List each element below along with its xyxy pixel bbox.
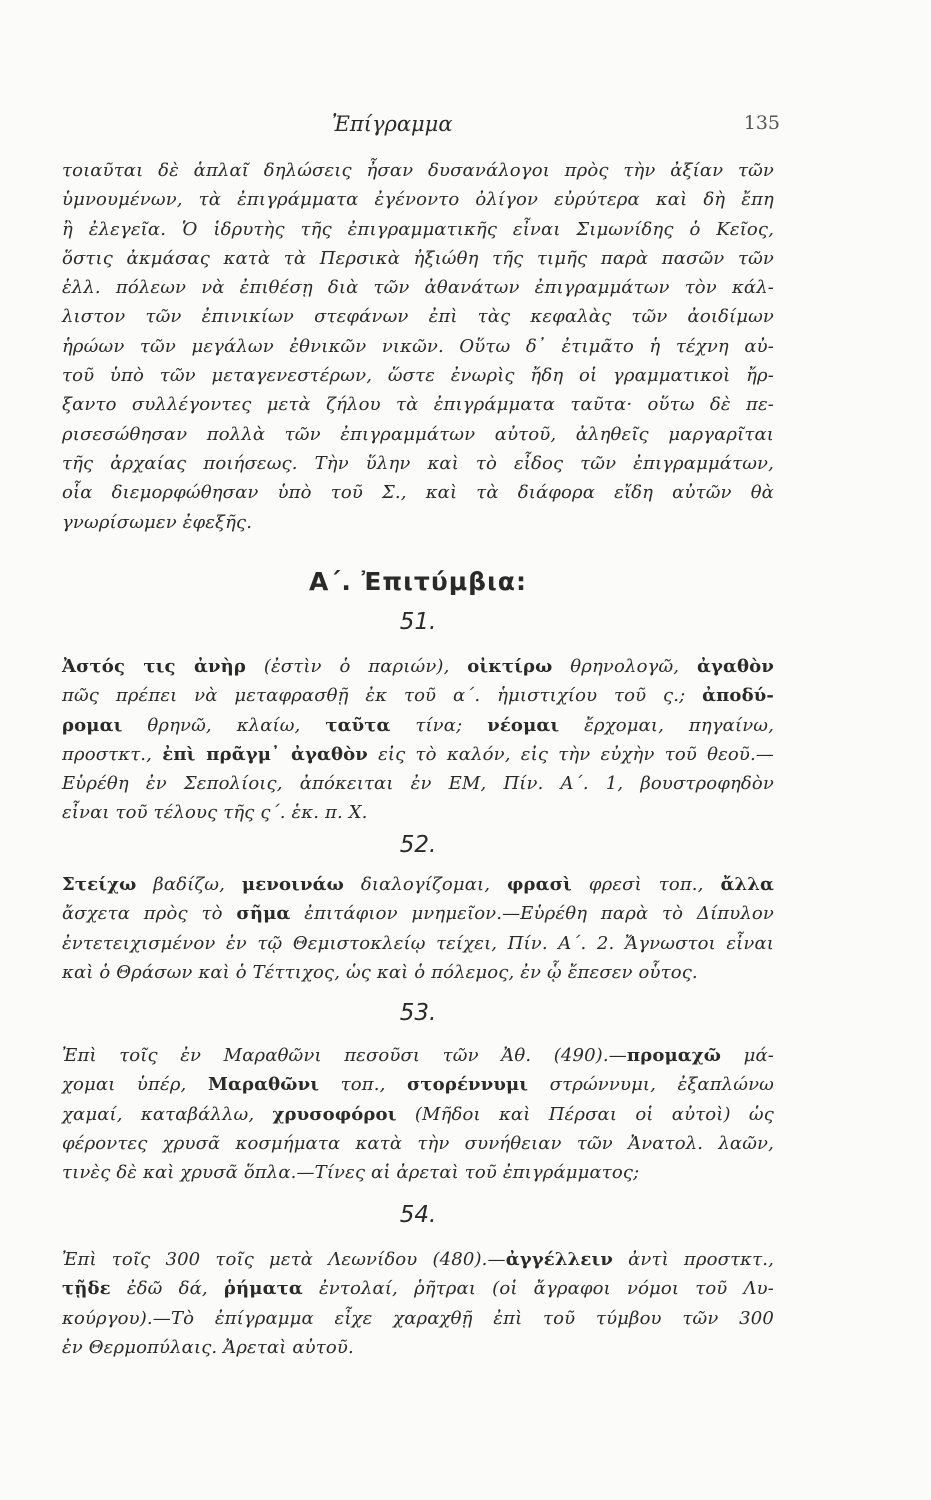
lemma-term: ἐπὶ πρᾶγμ᾿ ἀγαθὸν	[162, 743, 368, 765]
text-line	[62, 870, 774, 899]
lemma-term: ἄλλα	[720, 874, 775, 895]
lemma-term: ῥήματα	[223, 1278, 303, 1300]
page-number: 135	[743, 112, 780, 134]
gloss-text: ἐντολαί, ῥῆτραι (οἱ ἄγραφοι νόμοι τοῦ Λυ-	[302, 1278, 774, 1300]
text-line	[62, 681, 774, 710]
gloss-text: ἐν Θερμοπύλαις. Ἀρεταὶ αὐτοῦ.	[62, 1336, 354, 1358]
text-line	[62, 1274, 774, 1303]
lemma-term: ἀγγέλλειν	[505, 1249, 613, 1270]
text-line: τῆς ἀρχαίας ποιήσεως. Τὴν ὕλην καὶ τὸ εἶδος τῶν ἐπιγραμμάτων,	[62, 452, 774, 474]
gloss-text: (Μῆδοι καὶ Πέρσαι οἱ αὐτοὶ) ὡς	[396, 1103, 774, 1125]
text-line	[62, 1041, 774, 1070]
text-line: ρισεσώθησαν πολλὰ τῶν ἐπιγραμμάτων αὐτοῦ, ἀληθεῖς μαργαρῖται	[62, 423, 774, 445]
lemma-term: στορέννυμι	[407, 1074, 529, 1096]
gloss-text: ἐντετειχισμένον ἐν τῷ Θεμιστοκλείῳ τείχει, Πίν. Α΄. 2. Ἄγνωστοι εἶναι	[62, 932, 774, 954]
epigram-number-51: 51.	[399, 609, 437, 635]
lemma-term: Στείχω	[62, 874, 137, 895]
gloss-text: χομαι ὑπέρ,	[62, 1074, 208, 1096]
text-line: ἢ ἐλεγεῖα. Ὁ ἱδρυτὴς τῆς ἐπιγραμματικῆς εἶναι Σιμωνίδης ὁ Κεῖος,	[62, 218, 774, 240]
gloss-text: ἄσχετα πρὸς τὸ	[62, 903, 237, 925]
intro-paragraph	[62, 156, 774, 537]
running-head	[62, 112, 780, 142]
gloss-text: καὶ ὁ Θράσων καὶ ὁ Τέττιχος, ὡς καὶ ὁ πόλεμος, ἐν ᾧ ἔπεσεν οὗτος.	[62, 961, 698, 983]
text-line: τοιαῦται δὲ ἁπλαῖ δηλώσεις ἦσαν δυσανάλογοι πρὸς τὴν ἀξίαν τῶν	[62, 160, 774, 181]
gloss-text: Εὑρέθη ἐν Σεπολίοις, ἀπόκειται ἐν ΕΜ, Πίν. Α΄. 1, βουστροφηδὸν	[62, 773, 774, 795]
text-line: ὅστις ἀκμάσας κατὰ τὰ Περσικὰ ἠξιώθη τῆς τιμῆς παρὰ πασῶν τῶν	[62, 247, 774, 269]
gloss-text: θρηνολογῶ,	[552, 656, 697, 677]
gloss-text: θρηνῶ, κλαίω,	[122, 714, 326, 736]
gloss-text: ἀντὶ προστκτ.,	[612, 1249, 774, 1270]
gloss-text: διαλογίζομαι,	[343, 874, 508, 895]
gloss-text: ἔρχομαι, πηγαίνω,	[559, 714, 774, 736]
lemma-term: ταῦτα	[325, 714, 391, 736]
text-line: ὑμνουμένων, τὰ ἐπιγράμματα ἐγένοντο ὀλίγον εὐρύτερα καὶ δὴ ἔπη	[62, 189, 774, 211]
lemma-term: φρασὶ	[507, 874, 572, 895]
lemma-term: χρυσοφόροι	[272, 1103, 397, 1125]
text-line: ἡρώων τῶν μεγάλων ἐθνικῶν νικῶν. Οὕτω δ᾿ ἐτιμᾶτο ἡ τέχνη αὐ-	[62, 335, 774, 357]
gloss-text: Ἐπὶ τοῖς ἐν Μαραθῶνι πεσοῦσι τῶν Ἀθ. (490).—	[62, 1045, 627, 1066]
text-line: ἑλλ. πόλεων νὰ ἐπιθέσῃ διὰ τῶν ἀθανάτων ἐπιγραμμάτων τὸν κάλ-	[62, 277, 774, 299]
text-line: τοῦ ὑπὸ τῶν μεταγενεστέρων, ὥστε ἐνωρὶς ἤδη οἱ γραμματικοὶ ἤρ-	[62, 365, 774, 387]
text-line: ξαντο συλλέγοντες μετὰ ζήλου τὰ ἐπιγράμματα ταῦτα· οὕτω δὲ πε-	[62, 394, 774, 416]
gloss-text: βαδίζω,	[136, 874, 242, 895]
text-line	[62, 740, 774, 769]
text-line	[62, 958, 774, 987]
section-heading: Α΄. Ἐπιτύμβια:	[309, 567, 527, 596]
lemma-term: ρομαι	[62, 714, 123, 736]
gloss-text: προστκτ.,	[62, 743, 163, 765]
epigram-commentary-54	[62, 1245, 774, 1362]
text-line	[62, 1070, 774, 1099]
epigram-commentary-52	[62, 870, 774, 987]
gloss-text: τοπ.,	[319, 1074, 407, 1096]
text-line	[62, 1100, 774, 1129]
gloss-text: μά-	[721, 1045, 774, 1066]
text-line	[62, 711, 774, 740]
gloss-text: (ἐστὶν ὁ παριών),	[246, 656, 468, 677]
epigram-number-52: 52.	[399, 832, 437, 858]
gloss-text: τίνα;	[390, 714, 488, 736]
text-line	[62, 899, 774, 928]
gloss-text: πῶς πρέπει νὰ μεταφρασθῇ ἐκ τοῦ α΄. ἡμιστιχίου τοῦ ς.;	[62, 685, 703, 707]
gloss-text: τινὲς δὲ καὶ χρυσᾶ ὅπλα.—Τίνες αἱ ἀρεταὶ τοῦ ἐπιγράμματος;	[62, 1162, 640, 1184]
gloss-text: εἰς τὸ καλόν, εἰς τὴν εὐχὴν τοῦ θεοῦ.—	[367, 743, 774, 765]
text-line	[62, 769, 774, 798]
gloss-text: χαμαί, καταβάλλω,	[62, 1103, 273, 1125]
text-line	[62, 1129, 774, 1158]
text-line: λιστον τῶν ἐπινικίων στεφάνων ἐπὶ τὰς κεφαλὰς τῶν ἀοιδίμων	[62, 306, 774, 328]
text-line	[62, 652, 774, 681]
epigram-number-54: 54.	[399, 1202, 437, 1228]
lemma-term: σῆμα	[236, 903, 291, 925]
gloss-text: κούργου).—Τὸ ἐπίγραμμα εἶχε χαραχθῇ ἐπὶ τοῦ τύμβου τῶν 300	[62, 1307, 774, 1329]
lemma-term: προμαχῶ	[626, 1045, 722, 1066]
gloss-text: εἶναι τοῦ τέλους τῆς ς΄. ἑκ. π. Χ.	[62, 802, 368, 824]
text-line: γνωρίσωμεν ἐφεξῆς.	[62, 511, 253, 533]
lemma-term: Ἀστός τις ἀνὴρ	[62, 656, 247, 677]
text-line	[62, 1304, 774, 1333]
epigram-commentary-51	[62, 652, 774, 828]
gloss-text: φρεσὶ τοπ.,	[571, 874, 721, 895]
lemma-term: οἰκτίρω	[467, 656, 553, 677]
text-line	[62, 798, 774, 827]
lemma-term: τῇδε	[62, 1278, 111, 1300]
running-head-title: Ἐπίγραμμα	[332, 112, 453, 136]
epigram-commentary-53	[62, 1041, 774, 1187]
epigram-number-53: 53.	[399, 1000, 437, 1026]
gloss-text: στρώννυμι, ἐξαπλώνω	[528, 1074, 774, 1096]
lemma-term: ἀγαθὸν	[696, 656, 774, 677]
gloss-text: φέροντες χρυσᾶ κοσμήματα κατὰ τὴν συνήθειαν τῶν Ἀνατολ. λαῶν,	[62, 1132, 774, 1154]
text-line	[62, 929, 774, 958]
text-line: οἷα διεμορφώθησαν ὑπὸ τοῦ Σ., καὶ τὰ διάφορα εἴδη αὐτῶν θὰ	[62, 482, 774, 504]
gloss-text: ἐδῶ δά,	[110, 1278, 224, 1300]
text-line	[62, 1333, 774, 1362]
lemma-term: ἀποδύ-	[702, 685, 774, 707]
lemma-term: μενοινάω	[241, 874, 344, 895]
lemma-term: Μαραθῶνι	[207, 1074, 320, 1096]
lemma-term: νέομαι	[487, 714, 560, 736]
text-line	[62, 1158, 774, 1187]
text-line	[62, 1245, 774, 1274]
gloss-text: Ἐπὶ τοῖς 300 τοῖς μετὰ Λεωνίδου (480).—	[62, 1249, 506, 1270]
gloss-text: ἐπιτάφιον μνημεῖον.—Εὑρέθη παρὰ τὸ Δίπυλον	[290, 903, 774, 925]
